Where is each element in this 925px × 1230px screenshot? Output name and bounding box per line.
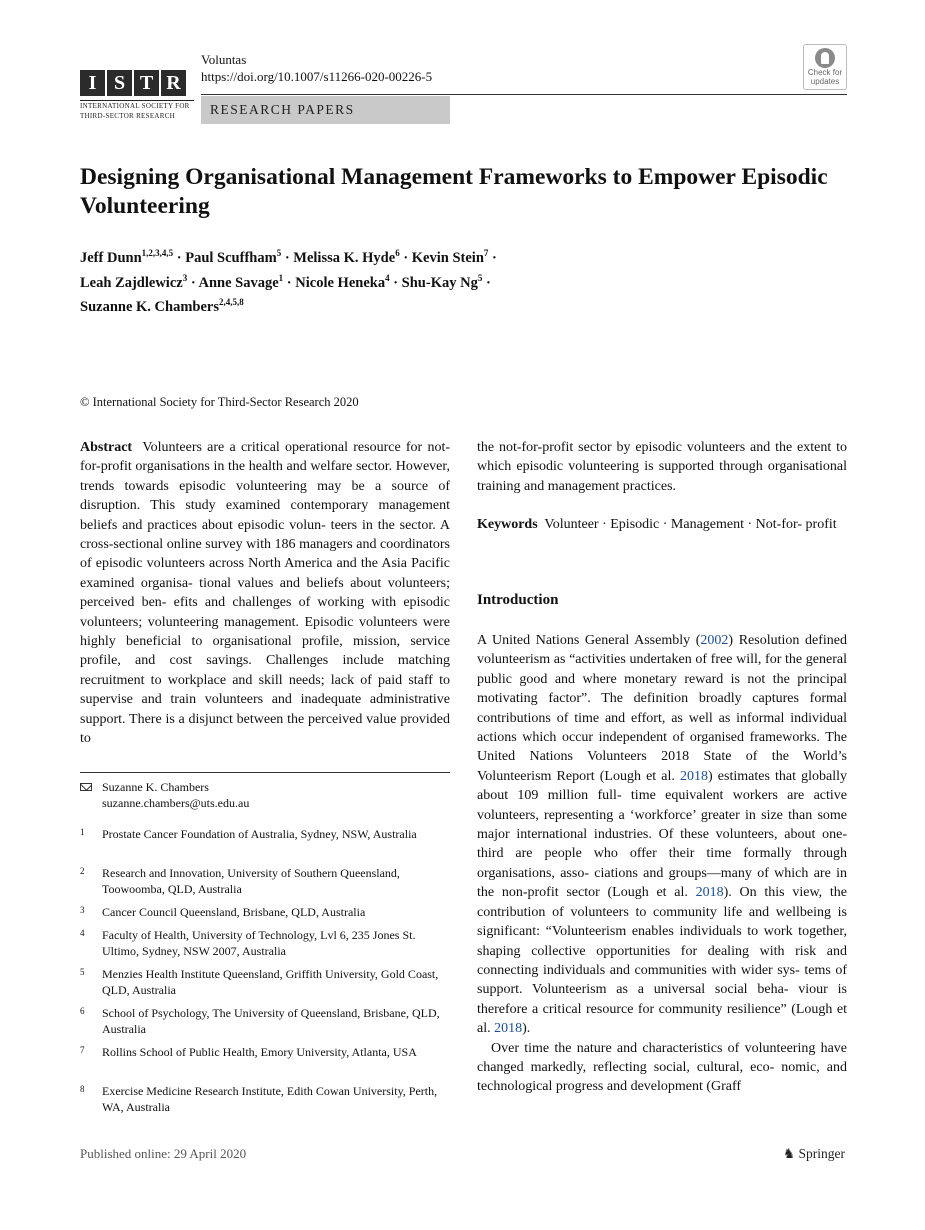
author-name: Nicole Heneka xyxy=(295,274,386,291)
affiliation-text: Rollins School of Public Health, Emory University, Atlanta, USA xyxy=(102,1045,417,1059)
author-name: Melissa K. Hyde xyxy=(293,250,396,266)
logo-letter: S xyxy=(107,70,132,96)
author-name: Anne Savage xyxy=(198,274,279,291)
abstract-text: Volunteers are a critical operational resource for not-for-profit organisations in the health and welfare sector. However, trends towards episodic volunteering may be a source of disruption. This study examined contemporary management beliefs and practices about episodic volun- teers in the sector. A cross-sectional online survey with 186 managers and coordinators of episodic volunteers across North America and the Asia Pacific examined organisa- tional values and beliefs about volunteers; perceived ben- efits and challenges of working with episodic volunteers; volunteering management. Episodic volunteers were highly beneficial to organisational profile, mission, service profile, and cost savings. Challenges include matching recruitment to workplace and skill needs; lack of paid staff to supervise and train volunteers and inadequate administrative support. There is a disjunct between the perceived value provided to xyxy=(80,440,450,747)
affiliation-text: Faculty of Health, University of Technology, Lvl 6, 235 Jones St. Ultimo, Sydney, NSW 2007, Australia xyxy=(102,928,416,958)
check-for-updates-line-2: updates xyxy=(810,76,840,86)
keywords-label: Keywords xyxy=(477,517,538,532)
author-name: Paul Scuffham xyxy=(185,250,277,266)
affiliation-number: 3 xyxy=(80,905,85,915)
author-affiliation-marker: 5 xyxy=(276,248,282,258)
affiliation-item xyxy=(80,928,450,959)
affiliation-text: Prostate Cancer Foundation of Australia, Sydney, NSW, Australia xyxy=(102,827,417,841)
publisher-logo xyxy=(783,1146,845,1162)
correspondence-email[interactable]: suzanne.chambers@uts.edu.au xyxy=(102,795,250,810)
paper-title: Designing Organisational Management Frameworks to Empower Episodic Volunteering xyxy=(80,164,828,219)
affiliation-number: 4 xyxy=(80,928,85,938)
affiliation-item xyxy=(80,1045,450,1061)
affiliation-text: Exercise Medicine Research Institute, Edith Cowan University, Perth, WA, Australia xyxy=(102,1084,438,1114)
logo-subtitle-line-2: THIRD-SECTOR RESEARCH xyxy=(80,112,176,120)
abstract-continuation-text: the not-for-profit sector by episodic volunteers and the extent to which episodic volunteering is supported through organisational training and management practices. xyxy=(477,440,847,494)
envelope-icon xyxy=(80,783,92,791)
logo-letter: I xyxy=(80,70,105,96)
author-name: Suzanne K. Chambers xyxy=(80,299,219,315)
text-run: ). On this view, the contribution of volunteers to community life and wellbeing is significant: “Volunteerism enables individuals to work together, shaping collective opportunities for dealing with risk and connecting individuals and communities with wider sys- tems of support. Volunteerism as a universal social beha- viour is therefore a critical resource for community resilience” (Lough et al. xyxy=(477,885,847,1037)
section-banner: RESEARCH PAPERS xyxy=(201,96,450,124)
author-name: Leah Zajdlewicz xyxy=(80,274,183,291)
affiliation-number: 7 xyxy=(80,1045,85,1055)
citation-link[interactable]: 2002 xyxy=(700,633,729,648)
introduction-body xyxy=(477,631,847,1097)
correspondence xyxy=(80,780,450,811)
journal-name: Voluntas xyxy=(201,52,247,67)
affiliation-text: School of Psychology, The University of Queensland, Brisbane, QLD, Australia xyxy=(102,1006,440,1036)
logo-subtitle xyxy=(80,101,194,121)
keywords-text: Volunteer · Episodic · Management · Not-for- profit xyxy=(544,517,837,532)
text-run: ) estimates that globally about 109 million full- time equivalent workers are active volunteers, representing a ‘workforce’ greater in size than some major international industries. Of these volunteers, about one-third are people who offer their time formally through organisations, asso- ciations and groups—many of which are in the non-profit sector (Lough et al. xyxy=(477,768,847,901)
affiliation-text: Research and Innovation, University of Southern Queensland, Toowoomba, QLD, Australia xyxy=(102,866,400,896)
doi-link[interactable]: https://doi.org/10.1007/s11266-020-00226-5 xyxy=(201,69,433,84)
introduction-heading: Introduction xyxy=(477,592,559,608)
affiliation-number: 1 xyxy=(80,827,85,837)
springer-horse-icon: ♞ xyxy=(783,1146,796,1161)
affiliation-number: 6 xyxy=(80,1006,85,1016)
check-for-updates-line-1: Check for xyxy=(807,68,843,77)
author-name: Kevin Stein xyxy=(411,250,484,266)
affiliation-item xyxy=(80,1006,450,1037)
author-affiliation-marker: 1,2,3,4,5 xyxy=(141,248,174,258)
text-run: ) Resolution defined volunteerism as “activities undertaken of free will, for the general public good and where monetary reward is not the principal motivating factor”. The definition broadly captures formal contributions of time and effort, as well as informal individual actions which occur independent of organised frameworks. The United Nations Volunteers 2018 State of the World’s Volunteerism Report (Lough et al. xyxy=(477,633,848,784)
author-affiliation-marker: 2,4,5,8 xyxy=(218,297,244,307)
publisher-name: Springer xyxy=(798,1146,845,1161)
correspondence-name: Suzanne K. Chambers xyxy=(102,780,209,794)
affiliation-item xyxy=(80,967,450,998)
affiliation-text: Cancer Council Queensland, Brisbane, QLD, Australia xyxy=(102,905,366,919)
author-name: Jeff Dunn xyxy=(80,250,142,266)
introduction-paragraph xyxy=(477,631,847,1039)
affiliation-item xyxy=(80,905,450,921)
affiliation-text: Menzies Health Institute Queensland, Griffith University, Gold Coast, QLD, Australia xyxy=(102,967,439,997)
affiliation-number: 8 xyxy=(80,1084,85,1094)
citation-link[interactable]: 2018 xyxy=(680,768,709,784)
author-affiliation-marker: 1 xyxy=(278,272,284,283)
introduction-paragraph: Over time the nature and characteristics of volunteering have changed markedly, reflecting social, cultural, eco- nomic, and technological progress and development (Graff xyxy=(477,1040,847,1095)
logo-letter: T xyxy=(134,70,159,96)
author-affiliation-marker: 5 xyxy=(477,272,483,283)
copyright-notice: © International Society for Third-Sector Research 2020 xyxy=(80,395,359,409)
footnote-divider xyxy=(80,772,450,773)
text-run: ). xyxy=(522,1021,531,1037)
author-affiliation-marker: 3 xyxy=(182,272,188,283)
keywords xyxy=(477,515,847,534)
istr-logo xyxy=(80,70,186,96)
bookmark-icon xyxy=(815,48,835,68)
abstract-label: Abstract xyxy=(80,440,133,455)
author-name: Shu-Kay Ng xyxy=(401,274,478,291)
text-run: A United Nations General Assembly ( xyxy=(477,633,701,648)
author-affiliation-marker: 7 xyxy=(483,248,489,258)
affiliation-number: 5 xyxy=(80,967,85,977)
abstract-continuation xyxy=(477,438,847,496)
affiliation-item xyxy=(80,866,450,897)
check-for-updates-button[interactable] xyxy=(803,44,847,90)
author-list: Jeff Dunn$^{1,2,3,4,5}$ · Paul Scuffham$^5$ · Melissa K. Hyde$^6$ · Kevin Stein$^7$ · Leah Zajdlewicz$^3$ · Anne Savage$^1$ · Nicole Heneka$^4$ · Shu-Kay $Ng^5$ · Suzanne K. Chambers$^{2,4,5,8}$ xyxy=(80,248,497,315)
logo-subtitle-line-1: INTERNATIONAL SOCIETY FOR xyxy=(80,102,190,110)
published-date: Published online: 29 April 2020 xyxy=(80,1146,247,1161)
abstract xyxy=(80,438,450,749)
author-affiliation-marker: 4 xyxy=(385,272,390,283)
logo-letter: R xyxy=(161,70,186,96)
header-rule xyxy=(201,94,847,95)
citation-link[interactable]: 2018 xyxy=(494,1021,523,1037)
affiliation-number: 2 xyxy=(80,866,85,876)
affiliation-item xyxy=(80,827,450,843)
affiliation-item xyxy=(80,1084,450,1115)
author-affiliation-marker: 6 xyxy=(395,248,400,258)
citation-link[interactable]: 2018 xyxy=(695,885,724,901)
